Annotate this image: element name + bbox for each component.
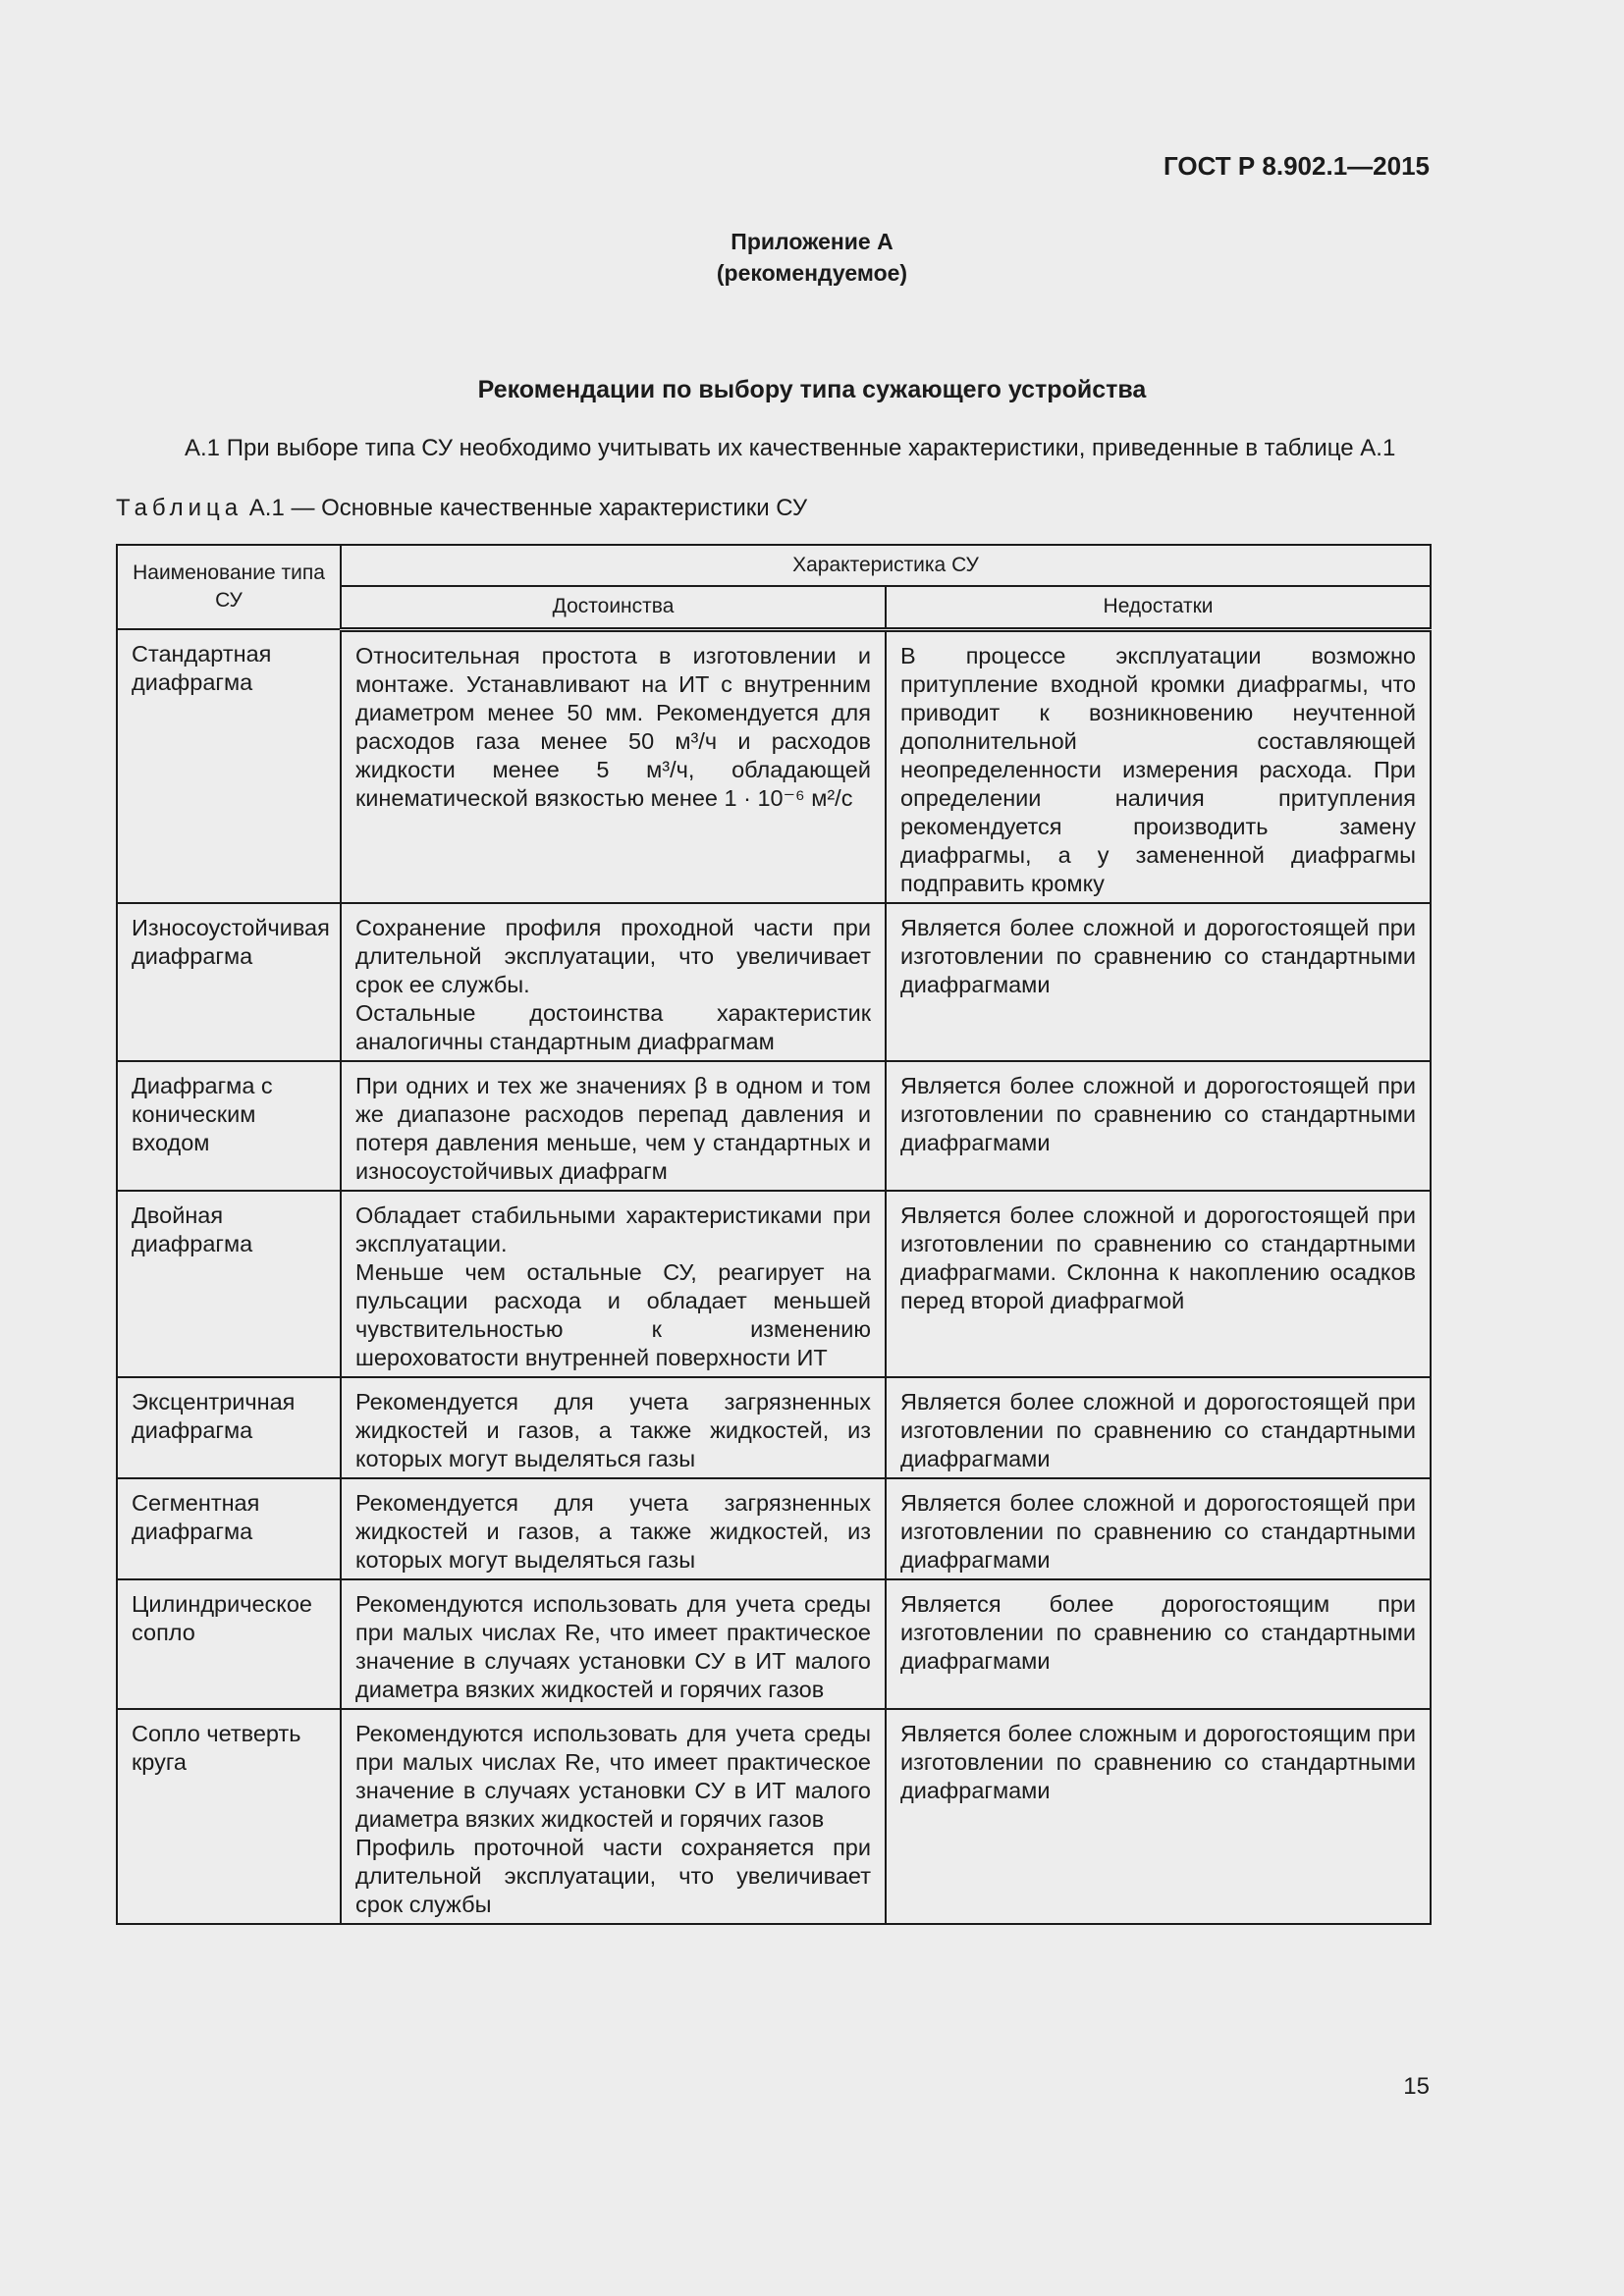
row-type-name: Сопло четверть круга: [117, 1709, 341, 1924]
page-number: 15: [1403, 2073, 1430, 2100]
row-advantages: [341, 629, 886, 903]
section-title: Рекомендации по выбору типа сужающего устройства: [477, 376, 1147, 403]
row-advantages: [341, 1377, 886, 1478]
row-type-name: Стандартная диафрагма: [117, 629, 341, 903]
row-advantages: [341, 1579, 886, 1709]
table-row: [117, 1377, 1431, 1478]
header-characteristic: Характеристика СУ: [341, 545, 1431, 586]
advantage-paragraph: Рекомендуются использовать для учета среды при малых числах Re, что имеет практическое значение в случаях установки СУ в ИТ малого диаметра вязких жидкостей и горячих газов: [355, 1720, 871, 1832]
advantage-paragraph: Профиль проточной части сохраняется при длительной эксплуатации, что увеличивает срок службы: [355, 1834, 871, 1917]
disadvantage-paragraph: В процессе эксплуатации возможно притупление входной кромки диафрагмы, что приводит к возникновению неучтенной дополнительной составляющей неопределенности измерения расхода. При определении наличия притупления рекомендуется производить замену диафрагмы, а у замененной диафрагмы подправить кромку: [900, 642, 1417, 896]
row-type-name: Сегментная диафрагма: [117, 1478, 341, 1579]
row-advantages: [341, 1478, 886, 1579]
advantage-paragraph: Рекомендуется для учета загрязненных жидкостей и газов, а также жидкостей, из которых могут выделяться газы: [355, 1489, 871, 1573]
appendix-title: Приложение А: [731, 229, 893, 254]
document-standard-number: ГОСТ Р 8.902.1—2015: [1163, 151, 1430, 181]
row-disadvantages: [886, 1191, 1431, 1377]
advantage-paragraph: Относительная простота в изготовлении и монтаже. Устанавливают на ИТ с внутренним диаметром менее 50 мм. Рекомендуется для расходов газа менее 50 м³/ч и расходов жидкости менее 5 м³/ч, обладающей кинематической вязкостью менее 1 · 10⁻⁶ м²/с: [355, 642, 871, 811]
advantage-paragraph: При одних и тех же значениях β в одном и том же диапазоне расходов перепад давления и потеря давления меньше, чем у стандартных и износоустойчивых диафрагм: [355, 1072, 871, 1184]
row-disadvantages: [886, 629, 1431, 903]
row-disadvantages: [886, 903, 1431, 1061]
appendix-subtitle: (рекомендуемое): [716, 260, 908, 286]
header-type-name: Наименование типа СУ: [117, 545, 341, 629]
row-disadvantages: [886, 1061, 1431, 1191]
disadvantage-paragraph: Является более сложной и дорогостоящей при изготовлении по сравнению со стандартными диафрагмами: [900, 1388, 1417, 1471]
table-row: [117, 1709, 1431, 1924]
disadvantage-paragraph: Является более сложной и дорогостоящей при изготовлении по сравнению со стандартными диафрагмами: [900, 1072, 1417, 1155]
disadvantage-paragraph: Является более сложной и дорогостоящей при изготовлении по сравнению со стандартными диафрагмами: [900, 914, 1417, 997]
advantage-paragraph: Рекомендуются использовать для учета среды при малых числах Re, что имеет практическое значение в случаях установки СУ в ИТ малого диаметра вязких жидкостей и горячих газов: [355, 1590, 871, 1702]
row-disadvantages: [886, 1709, 1431, 1924]
row-disadvantages: [886, 1579, 1431, 1709]
advantage-paragraph: Обладает стабильными характеристиками при эксплуатации.: [355, 1201, 871, 1256]
table-row: [117, 629, 1431, 903]
advantage-paragraph: Меньше чем остальные СУ, реагирует на пульсации расхода и обладает меньшей чувствительностью к изменению шероховатости внутренней поверхности ИТ: [355, 1258, 871, 1370]
row-advantages: [341, 1709, 886, 1924]
table-caption-prefix: Таблица: [116, 495, 244, 521]
row-advantages: [341, 1061, 886, 1191]
table-row: [117, 1478, 1431, 1579]
table-row: [117, 1061, 1431, 1191]
row-disadvantages: [886, 1377, 1431, 1478]
table-row: [117, 903, 1431, 1061]
intro-paragraph: А.1 При выборе типа СУ необходимо учитывать их качественные характеристики, приведенные в таблице А.1: [185, 435, 1396, 461]
disadvantage-paragraph: Является более дорогостоящим при изготовлении по сравнению со стандартными диафрагмами: [900, 1590, 1417, 1674]
row-type-name: Двойная диафрагма: [117, 1191, 341, 1377]
disadvantage-paragraph: Является более сложным и дорогостоящим при изготовлении по сравнению со стандартными диафрагмами: [900, 1720, 1417, 1803]
row-disadvantages: [886, 1478, 1431, 1579]
table-row: [117, 1191, 1431, 1377]
row-advantages: [341, 903, 886, 1061]
row-type-name: Диафрагма с коническим входом: [117, 1061, 341, 1191]
advantage-paragraph: Рекомендуется для учета загрязненных жидкостей и газов, а также жидкостей, из которых могут выделяться газы: [355, 1388, 871, 1471]
disadvantage-paragraph: Является более сложной и дорогостоящей при изготовлении по сравнению со стандартными диафрагмами. Склонна к накоплению осадков перед второй диафрагмой: [900, 1201, 1417, 1313]
characteristics-table: [116, 544, 1432, 1925]
row-advantages: [341, 1191, 886, 1377]
disadvantage-paragraph: Является более сложной и дорогостоящей при изготовлении по сравнению со стандартными диафрагмами: [900, 1489, 1417, 1573]
advantage-paragraph: Остальные достоинства характеристик аналогичны стандартным диафрагмам: [355, 999, 871, 1054]
header-advantages: Достоинства: [341, 586, 886, 629]
row-type-name: Износоустойчивая диафрагма: [117, 903, 341, 1061]
row-type-name: Цилиндрическое сопло: [117, 1579, 341, 1709]
appendix-heading: [0, 226, 1624, 289]
table-body: [117, 629, 1431, 1924]
header-disadvantages: Недостатки: [886, 586, 1431, 629]
advantage-paragraph: Сохранение профиля проходной части при длительной эксплуатации, что увеличивает срок ее службы.: [355, 914, 871, 997]
row-type-name: Эксцентричная диафрагма: [117, 1377, 341, 1478]
table-row: [117, 1579, 1431, 1709]
table-caption-text: А.1 — Основные качественные характеристики СУ: [243, 495, 808, 521]
table-caption: [116, 495, 807, 522]
